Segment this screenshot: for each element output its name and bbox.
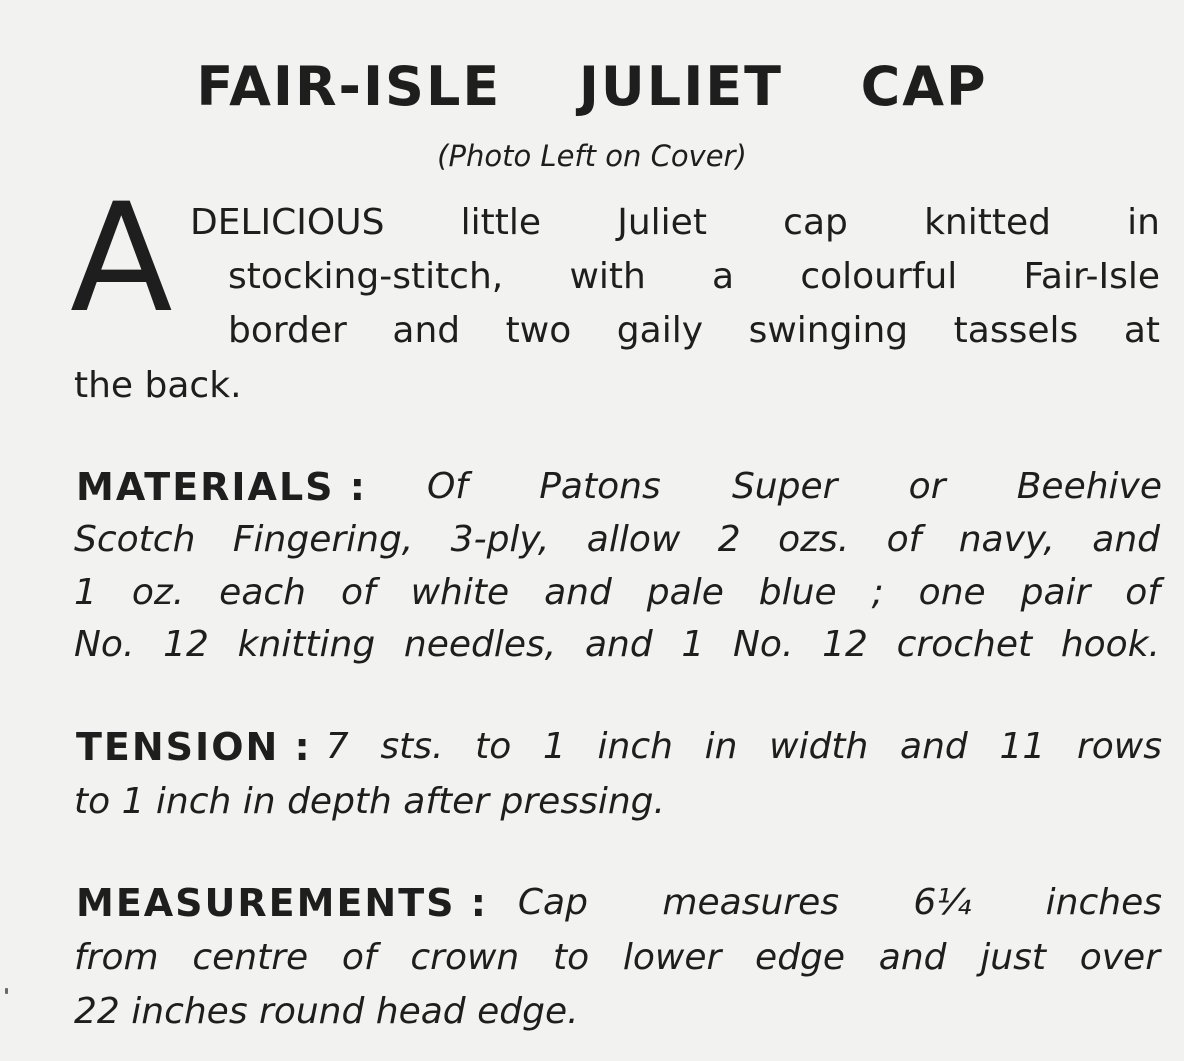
tension-first-line [76,723,1162,771]
intro-line-1: DELICIOUS little Juliet cap knitted in [190,202,1160,243]
drop-cap: A [70,172,173,346]
intro-line-2: stocking-stitch, with a colourful Fair-Isle [228,256,1160,297]
materials-line-4: No. 12 knitting needles, and 1 No. 12 crochet hook. [74,624,1160,665]
measurements-line-2: from centre of crown to lower edge and just over [74,937,1160,978]
page-subtitle: (Photo Left on Cover) [437,139,747,173]
intro-line-3: border and two gaily swinging tassels at [228,310,1160,351]
materials-line-2: Scotch Fingering, 3-ply, allow 2 ozs. of navy, and [74,519,1160,560]
intro-line-4: the back. [74,365,242,406]
measurements-first-line [76,879,1162,927]
materials-line-1: Of Patons Super or Beehive [426,466,1162,507]
tension-heading: TENSION : [76,725,312,769]
materials-first-line [76,463,1162,511]
tension-line-2: to 1 inch in depth after pressing. [74,781,665,822]
materials-line-3: 1 oz. each of white and pale blue ; one pair of [74,572,1160,613]
print-speck [5,988,8,994]
measurements-line-1: Cap measures 6¼ inches [517,882,1162,923]
tension-line-1: 7 sts. to 1 inch in width and 11 rows [325,726,1162,767]
materials-heading: MATERIALS : [76,465,367,509]
measurements-heading: MEASUREMENTS : [76,881,488,925]
page-title: FAIR-ISLE JULIET CAP [196,55,988,118]
measurements-line-3: 22 inches round head edge. [74,991,579,1032]
